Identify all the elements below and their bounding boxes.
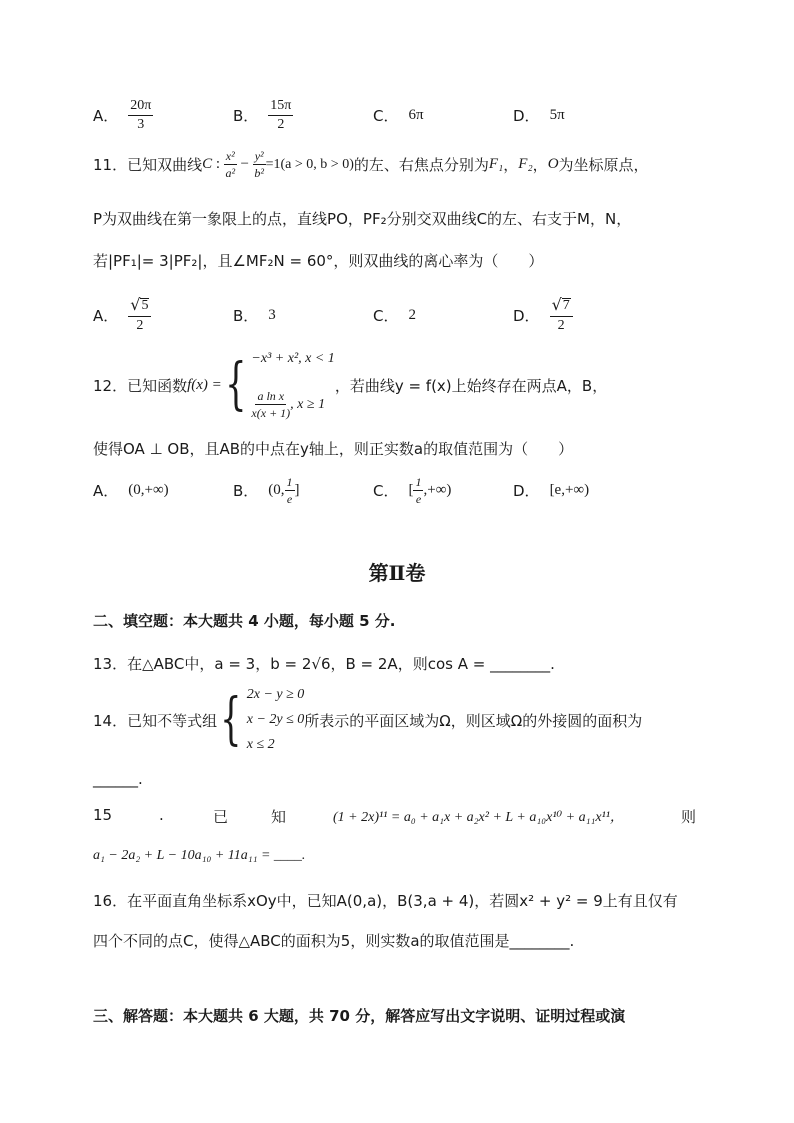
sqrt-symbol: √ 7 — [551, 295, 570, 314]
q14-answer-blank: ______. — [93, 770, 143, 788]
left-brace: { — [220, 687, 242, 752]
q11-option-d-fraction: √ 7 2 — [550, 297, 573, 333]
q14-line-1: 14．已知不等式组 { 2x − y ≥ 0 x − 2y ≤ 0 x ≤ 2 所表示的平面区域为Ω，则区域Ω的外接圆的面积为 — [93, 687, 643, 752]
q13-line: 13．在△ABC中，a = 3，b = 2√6，B = 2A，则cos A = ________. — [93, 655, 555, 673]
answer-heading: 三、解答题：本大题共 6 大题，共 70 分，解答应写出文字说明、证明过程或演 — [93, 1007, 626, 1025]
fill-in-heading: 二、填空题：本大题共 4 小题，每小题 5 分. — [93, 612, 396, 630]
q16-line-2: 四个不同的点C，使得△ABC的面积为5，则实数a的取值范围是________. — [93, 932, 575, 950]
q14-cases: 2x − y ≥ 0 x − 2y ≤ 0 x ≤ 2 — [246, 687, 305, 752]
q12-line-1: 12．已知函数 f(x) = { −x³ + x², x < 1 $\frac{\text{a ln x}}{x(x + 1)}$ , x ≥ 1 ，若曲线y = f(x)上始终存在两点A，B， — [93, 351, 608, 420]
section-title: 第Ⅱ卷 — [368, 561, 426, 585]
q10-option-d[interactable]: D． 5π — [513, 106, 565, 125]
q11-x2-over-a2: $\frac{\text{x²}}{\text{a²}}$ — [225, 149, 236, 180]
q10-option-a[interactable]: A． $\frac{20\pi}{3}$ — [93, 97, 152, 132]
q10-option-c[interactable]: C． 6π — [373, 106, 424, 125]
q11-y2-over-b2: $\frac{\text{y²}}{\text{b²}}$ — [254, 149, 264, 180]
q12-line-2: 使得OA ⊥ OB，且AB的中点在y轴上，则正实数a的取值范围为（ ） — [93, 440, 574, 458]
q12-option-c[interactable]: C． [ $\frac{1}{e}$ ,+∞) — [373, 474, 452, 506]
q15-line-2: a₁ − 2a₂ + L − 10a₁₀ + 11a₁₁ = ____. — [93, 848, 306, 863]
q11-line-3: 若|PF₁|= 3|PF₂|，且∠MF₂N = 60°，则双曲线的离心率为（ ） — [93, 252, 544, 270]
q12-option-d[interactable]: D． [e,+∞) — [513, 481, 590, 500]
q11-option-c[interactable]: C． 2 — [373, 306, 416, 325]
q12-option-b[interactable]: B． (0, $\frac{1}{e}$ ] — [233, 474, 300, 506]
sqrt-symbol: √ 5 — [130, 295, 149, 314]
q12-option-a[interactable]: A． (0,+∞) — [93, 481, 169, 500]
q11-options — [93, 293, 713, 337]
q12-case2-fraction: $\frac{\text{a ln x}}{x(x + 1)}$ — [251, 389, 291, 420]
q11-option-a[interactable]: A． √ 5 2 — [93, 293, 151, 337]
q11-option-a-fraction: √ 5 2 — [128, 297, 151, 333]
q12-options — [93, 468, 713, 512]
q10-options — [93, 93, 713, 137]
q10-option-b-fraction: $\frac{15\pi}{2}$ — [270, 97, 292, 132]
q10-option-a-fraction: $\frac{20\pi}{3}$ — [130, 97, 152, 132]
q10-option-b[interactable]: B． $\frac{15\pi}{2}$ — [233, 97, 292, 132]
q15-line-1: 15 . 已 知 (1 + 2x)¹¹ = a₀ + a₁x + a₂x² + L + a₁₀x¹⁰ + a₁₁x¹¹， 则 — [93, 806, 697, 826]
q12-cases: −x³ + x², x < 1 $\frac{\text{a ln x}}{x(x + 1)}$ , x ≥ 1 — [251, 351, 335, 420]
q11-line-1: 11．已知双曲线 C : $\frac{\text{x²}}{\text{a²}}$ − $\frac{\text{y²}}{\text{b²}}$ =1(a > 0, b > 0) 的左、右焦点分别为 F₁ ， F₂ ， O 为坐标原点， — [93, 149, 649, 180]
q11-line-2: P为双曲线在第一象限上的点，直线PO，PF₂分别交双曲线C的左、右支于M，N， — [93, 210, 632, 228]
q16-line-1: 16．在平面直角坐标系xOy中，已知A(0,a)，B(3,a + 4)，若圆x² + y² = 9上有且仅有 — [93, 892, 678, 910]
left-brace: { — [224, 352, 247, 417]
q11-option-b[interactable]: B． 3 — [233, 306, 276, 325]
q11-option-d[interactable]: D． √ 7 2 — [513, 293, 573, 337]
